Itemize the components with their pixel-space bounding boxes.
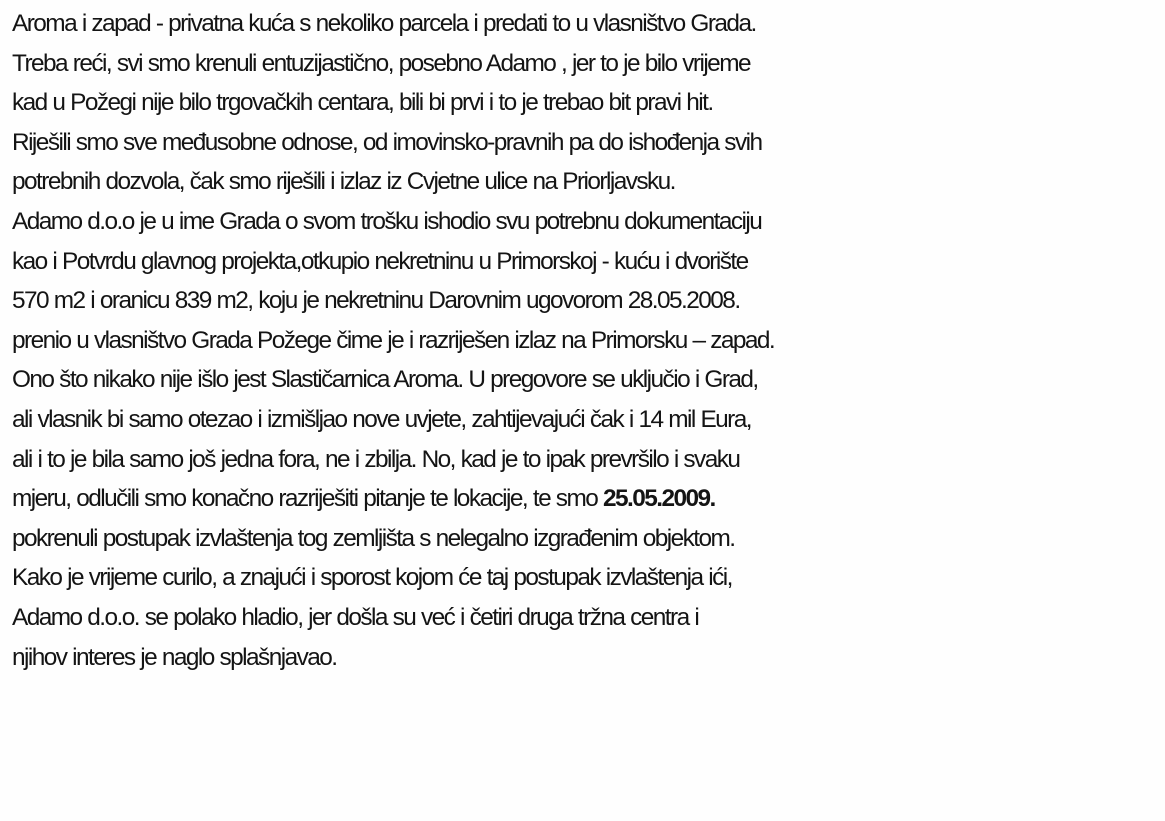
document-text <box>12 4 1162 677</box>
text-line-15: Kako je vrijeme curilo, a znajući i sporost kojom će taj postupak izvlaštenja ići, <box>12 564 732 592</box>
bold-date: 25.05.2009. <box>602 485 715 513</box>
text-line-10: Ono što nikako nije išlo jest Slastičarnica Aroma. U pregovore se uključio i Grad, <box>12 366 758 394</box>
text-line-5: potrebnih dozvola, čak smo riješili i izlaz iz Cvjetne ulice na Priorljavsku. <box>12 168 675 196</box>
text-line-6: Adamo d.o.o je u ime Grada o svom trošku ishodio svu potrebnu dokumentaciju <box>12 207 762 235</box>
text-line-13-plain: mjeru, odlučili smo konačno razriješiti pitanje te lokacije, te smo <box>12 485 603 513</box>
text-line-9: prenio u vlasništvo Grada Požege čime je i razriješen izlaz na Primorsku – zapad. <box>12 326 775 354</box>
text-line-14: pokrenuli postupak izvlaštenja tog zemljišta s nelegalno izgrađenim objektom. <box>12 524 735 552</box>
text-line-16: Adamo d.o.o. se polako hladio, jer došla su već i četiri druga tržna centra i <box>12 603 699 631</box>
text-line-13 <box>12 479 1162 519</box>
text-line-1: Aroma i zapad - privatna kuća s nekoliko parcela i predati to u vlasništvo Grada. <box>12 10 756 37</box>
text-line-8: 570 m2 i oranicu 839 m2, koju je nekretninu Darovnim ugovorom 28.05.2008. <box>12 287 740 315</box>
text-line-17: njihov interes je naglo splašnjavao. <box>12 643 337 671</box>
text-line-11: ali vlasnik bi samo otezao i izmišljao nove uvjete, zahtijevajući čak i 14 mil Eura, <box>12 405 751 433</box>
text-line-12: ali i to je bila samo još jedna fora, ne i zbilja. No, kad je to ipak prevršilo i svaku <box>12 445 740 473</box>
text-line-3: kad u Požegi nije bilo trgovačkih centara, bili bi prvi i to je trebao bit pravi hit. <box>12 89 713 117</box>
text-line-4: Riješili smo sve međusobne odnose, od imovinsko-pravnih pa do ishođenja svih <box>12 128 762 156</box>
text-line-2: Treba reći, svi smo krenuli entuzijastično, posebno Adamo , jer to je bilo vrijeme <box>12 49 750 77</box>
text-line-7: kao i Potvrdu glavnog projekta,otkupio nekretninu u Primorskoj - kuću i dvorište <box>12 247 748 275</box>
